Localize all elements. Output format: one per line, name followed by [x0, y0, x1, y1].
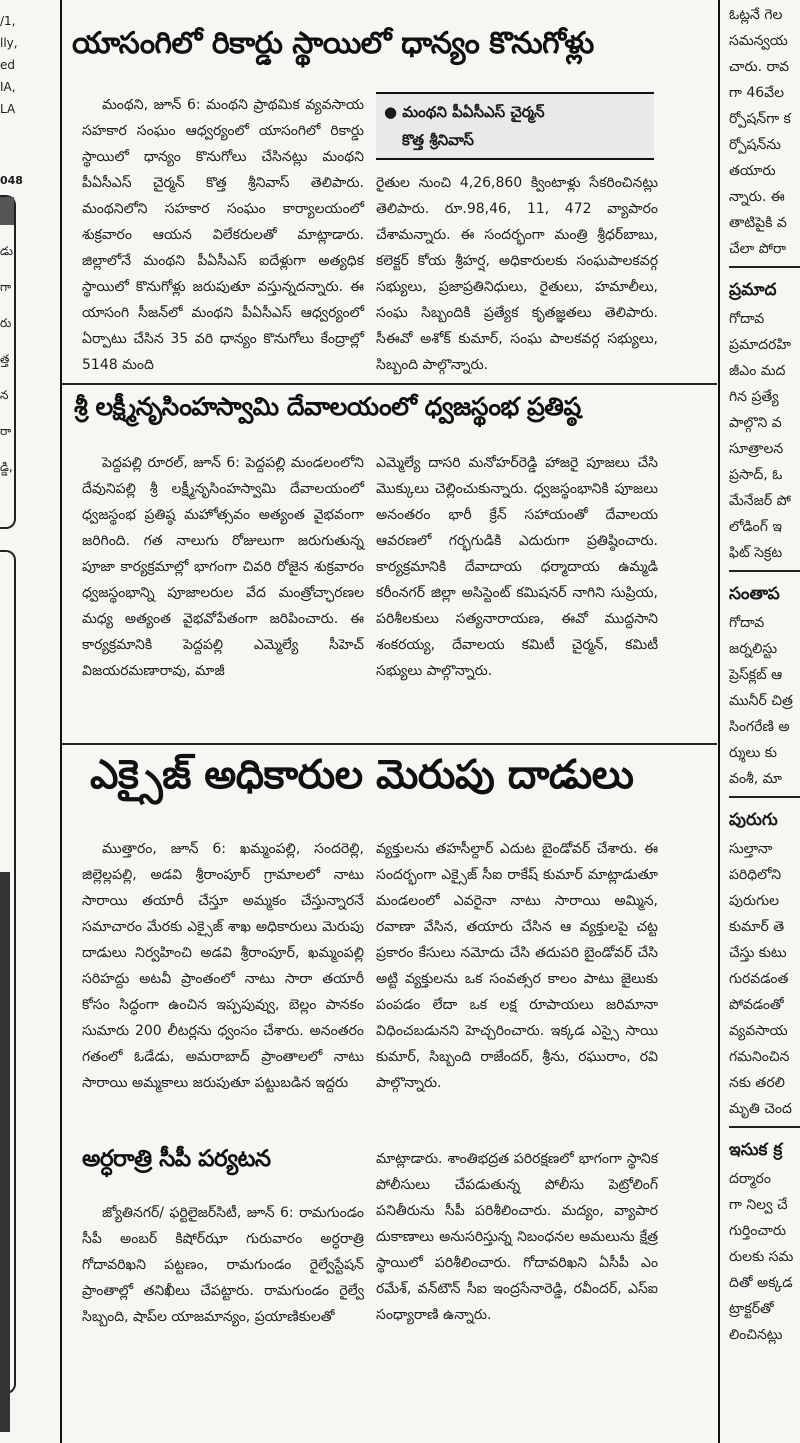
fragment: గా [0, 280, 12, 294]
right-headline-3: పురుగు [729, 810, 778, 830]
fragment: ట్రాక్టర్‌తో [729, 1301, 774, 1317]
divider-2 [62, 743, 717, 745]
caption-line-2: కొత్త శ్రీనివాస్ [402, 131, 474, 149]
article3-column-2 [376, 836, 658, 1096]
right-divider [729, 266, 800, 268]
fragment: ప్రసాద్, ఓ [729, 467, 783, 483]
fragment: తయారు [729, 163, 776, 179]
box-header-bar [0, 197, 14, 225]
fragment: చేస్తు కుటు [729, 945, 787, 961]
fragment: మునీర్ చిత్ర [729, 693, 793, 709]
fragment: నకు తరలి [729, 1075, 785, 1091]
right-headline-2: సంతాప [729, 584, 780, 604]
article3-body-2: వ్యక్తులను తహసీల్దార్ ఎదుట బైండోవర్ చేశారు. ఈ సందర్భంగా ఎక్సైజ్ సీఐ రాకేష్ కుమార్ మాట్లాడుతూ మండలంలో ఎవరైనా నాటు సారాయి అమ్మిన, రవాణా వేసిన, తయారు చేసిన ఆ వ్యక్తులపై చట్ట ప్రకారం కేసులు నమోదు చేసి తదుపరి బైండోవర్ చేసి అట్టి వ్యక్తులను ఒక సంవత్సర కాలం పాటు జైలుకు పంపడం లేదా ఒక లక్ష రూపాయలు జరిమానా విధించబడునని హెచ్చరించారు. ఇక్కడ ఎస్సై సాయి కుమార్, సిబ్బంది రాజేందర్, శ్రీను, రఘురాం, రవి పాల్గొన్నారు. [376, 841, 658, 1091]
fragment: పరిధిలోని [729, 867, 782, 883]
left-adjacent-column [0, 0, 23, 1443]
fragment: ర్పోషన్‌ను [729, 137, 781, 153]
article2-body-2: ఎమ్మెల్యే దాసరి మనోహర్‌రెడ్డి హాజరై పూజలు చేసి మొక్కులు చెల్లించుకున్నారు. ధ్వజస్థంభానికి పూజలు అనంతరం భారీ క్రేన్ సహాయంతో దేవాలయ ఆవరణలో గర్భగుడికి ఎదురుగా ప్రతిష్ఠించారు. కార్యక్రమానికి దేవాదాయ ధర్మాదాయ ఉమ్మడి కరీంనగర్ జిల్లా అసిస్టెంట్ కమిషనర్ నాగిని సుప్రియ, పరిశీలకులు సత్యనారాయణ, ఈవో ముద్దసాని శంకరయ్య, దేవాలయ కమిటీ చైర్మన్, కమిటీ సభ్యులు పాల్గొన్నారు. [376, 455, 658, 679]
fragment: పురుగుల [729, 893, 780, 909]
fragment: గోదావ [729, 615, 765, 631]
article2-headline: శ్రీ లక్ష్మీనృసింహస్వామి దేవాలయంలో ధ్వజస్థంభ ప్రతిష్ఠ [74, 392, 581, 421]
fragment: తాటిపైకి వ [729, 215, 787, 231]
fragment: సూత్రాలన [729, 441, 784, 457]
advert-dark-block [0, 872, 10, 1432]
fragment: జర్నలిస్టు [729, 641, 778, 657]
article1-column-1 [82, 92, 364, 378]
fragment: ప్రెస్‌క్లబ్ ఆ [729, 667, 783, 683]
fragment: రా [0, 424, 12, 438]
article2-body-1: పెద్దపల్లి రూరల్, జూన్ 6: పెద్దపల్లి మండలంలోని దేవునిపల్లి శ్రీ లక్ష్మీనృసింహస్వామి దేవాలయంలో ధ్వజస్థంభ ప్రతిష్ఠ మహోత్సవం అత్యంత వైభవంగా జరిగింది. గత నాలుగు రోజులుగా జరుగుతున్న పూజా కార్యక్రమాల్లో భాగంగా చివరి రోజైన శుక్రవారం ధ్వజస్థంభాన్ని పూజాలరుల వేద మంత్రోచ్ఛారణల మధ్య అత్యంత వైభవోపేతంగా జరిపించారు. ఈ కార్యక్రమానికి పెద్దపల్లి ఎమ్మెల్యే సీహెచ్ విజయరమణారావు, మాజీ [82, 455, 364, 679]
right-divider [729, 796, 800, 798]
fragment: గా నిల్వ చే [729, 1197, 788, 1213]
fragment: గమనించిన [729, 1049, 790, 1065]
fragment: పాల్గొని వ [729, 415, 782, 431]
fragment: చారు. రావ [729, 59, 790, 75]
fragment: LA [0, 102, 16, 116]
article2-column-1 [82, 450, 364, 684]
article3-column-1 [82, 836, 364, 1096]
left-advert-box [0, 550, 16, 1394]
fragment: లోడింగ్ ఇ [729, 519, 783, 535]
article4-headline: అర్ధరాత్రి సీపీ పర్యటన [82, 1146, 271, 1172]
fragment: IA, [0, 80, 16, 94]
fragment: వ్యవసాయ [729, 1023, 788, 1039]
fragment: న [0, 388, 9, 402]
fragment: కుమార్ తె [729, 919, 785, 935]
fragment: గా 46వేల [729, 85, 785, 101]
fragment: సుల్తానా [729, 841, 773, 857]
article1-body-1: మంథని, జూన్ 6: మంథని ప్రాథమిక వ్యవసాయ సహకార సంఘం ఆధ్వర్యంలో యాసంగిలో రికార్డు స్థాయిలో ధాన్యం కొనుగోలు చేసినట్లు మంథని పీఏసీఎస్ చైర్మన్ కొత్త శ్రీనివాస్ తెలిపారు. మంథనిలోని సహకార సంఘం కార్యాలయంలో శుక్రవారం ఆయన విలేకరులతో మాట్లాడారు. జిల్లాలోనే మంథని పీఏసీఎస్ ఐదేళ్లుగా అత్యధిక స్థాయిలో కొనుగోళ్లు జరుపుతూ వస్తున్నదన్నారు. ఈ యాసంగి సీజన్‌లో మంథని పీఏసీఎస్ ఆధ్వర్యంలో ఏర్పాటు చేసిన 35 వరి ధాన్యం కొనుగోలు కేంద్రాల్లో 5148 మంది [82, 97, 364, 373]
article1-body-2: రైతుల నుంచి 4,26,860 క్వింటాళ్లు సేకరించినట్లు తెలిపారు. రూ.98,46, 11, 472 వ్యాపారం చేశామన్నారు. ఈ సందర్భంగా మంత్రి శ్రీధర్‌బాబు, కలెక్టర్ కోయ శ్రీహర్ష, అధికారులకు సంఘపాలకవర్గ సభ్యులు, ప్రజాప్రతినిధులు, రైతులు, హమాలీలు, సంఘ సిబ్బందికి ప్రత్యేక కృతజ్ఞతలు తెలిపారు. సీఈవో అశోక్ కుమార్, సంఘ పాలకవర్గ సభ్యులు, సిబ్బంది పాల్గొన్నారు. [376, 175, 658, 373]
article4-column-1 [82, 1200, 364, 1330]
left-top-fragments [0, 10, 18, 120]
fragment: సమన్వయ [729, 33, 788, 49]
fragment: ఫిట్ సెక్రట [729, 545, 783, 561]
fragment: దర్మారం [729, 1171, 771, 1187]
fragment: ప్రమాదరహి [729, 337, 791, 353]
left-boxed-item [0, 195, 16, 529]
right-headline-4: ఇసుక క్ర [729, 1140, 783, 1160]
article4-column-2 [376, 1146, 658, 1328]
fragment: గోదావ [729, 311, 765, 327]
fragment: ఓట్లనే గెల [729, 7, 783, 23]
article3-headline: ఎక్సైజ్ అధికారుల మెరుపు దాడులు [90, 752, 634, 798]
fragment: /1, [0, 14, 16, 28]
fragment: ర్శులు కు [729, 745, 777, 761]
fragment: లించినట్లు [729, 1327, 783, 1343]
article3-body-1: ముత్తారం, జూన్ 6: ఖమ్మంపల్లి, సందరెల్లి, జిల్లెల్లపల్లి, అడవి శ్రీరాంపూర్ గ్రామాలలో నాటు సారాయి తయారీ చేస్తూ అమ్మకం చేస్తున్నారనే సమాచారం మేరకు ఎక్సైజ్ శాఖ అధికారులు మెరుపు దాడులు నిర్వహించి అడవి శ్రీరాంపూర్, ఖమ్మంపల్లి సరిహద్దు అటవీ ప్రాంతంలో నాటు సారా తయారీ కోసం సిద్ధంగా ఉంచిన ఇప్పపువ్వు, బెల్లం పానకం సుమారు 200 లీటర్లను ధ్వంసం చేశారు. అనంతరం గతంలో ఓడేడు, అమరాబాద్ ప్రాంతాలలో నాటు సారాయి అమ్మకాలు జరుపుతూ పట్టుబడిన ఇద్దరు [82, 841, 364, 1091]
column-divider-left [60, 0, 62, 1443]
fragment: మేనేజర్ పో [729, 493, 791, 509]
fragment: గురవడంత [729, 971, 789, 987]
fragment: త్త [0, 352, 10, 366]
fragment: రు [0, 316, 12, 330]
article4-body-1: జ్యోతినగర్/ ఫర్టిలైజర్‌సిటీ, జూన్ 6: రామగుండం సీపీ అంబర్ కిషోర్‌ఝా గురువారం అర్ధరాత్రి గోదావరిఖని పట్టణం, రామగుండం రైల్వేస్టేషన్ ప్రాంతాల్లో తనిఖీలు చేపట్టారు. రామగుండం రైల్వే సిబ్బంది, షాప్‌ల యాజమాన్యం, ప్రయాణికులతో [82, 1205, 364, 1325]
fragment: గుర్తించారు [729, 1223, 786, 1239]
fragment: డ్డి, [0, 460, 13, 474]
article1-photo-caption [376, 92, 654, 160]
fragment: చేలా పోరా [729, 241, 787, 257]
article2-column-2 [376, 450, 658, 684]
fragment: గిన ప్రత్యే [729, 389, 779, 405]
right-divider [729, 570, 800, 572]
fragment: పోవడంతో [729, 997, 784, 1013]
column-divider-right [718, 0, 720, 1443]
fragment: డు [0, 244, 14, 258]
fragment: రులకు సమ [729, 1249, 794, 1265]
fragment: సింగరేణి అ [729, 719, 790, 735]
right-divider [729, 1126, 800, 1128]
fragment: ర్పోషన్‌గా క [729, 111, 791, 127]
article1-headline: యాసంగిలో రికార్డు స్థాయిలో ధాన్యం కొనుగోళ్లు [72, 26, 594, 61]
divider-1 [62, 383, 717, 385]
fragment: జీఎం మద [729, 363, 786, 379]
right-adjacent-column [725, 0, 800, 1443]
article1-column-2 [376, 170, 658, 378]
fragment: మృతి చెంద [729, 1101, 792, 1117]
article4-body-2: మాట్లాడారు. శాంతిభద్రత పరిరక్షణలో భాగంగా స్థానిక పోలీసులు చేపడుతున్న పోలీసు పెట్రోలింగ్ పనితీరును సీపీ పరిశీలించారు. మద్యం, వ్యాపార దుకాణాలు అనుసరిస్తున్న నిబంధనల అమలును క్షేత్ర స్థాయిలో పరిశీలించారు. గోదావరిఖని ఏసీపీ ఎం రమేశ్, వన్‌టౌన్ సీఐ ఇంద్రసేనారెడ్డి, రవీందర్, ఎస్ఐ సంధ్యారాణి ఉన్నారు. [376, 1151, 658, 1323]
fragment: దితో అక్కడ [729, 1275, 793, 1291]
caption-line-1: ● మంథని పీఏసీఎస్ చైర్మన్ [384, 103, 545, 121]
right-headline-1: ప్రమాద [729, 280, 777, 300]
fragment: న్నారు. ఈ [729, 189, 785, 205]
page-number-fragment: 048 [0, 174, 23, 187]
fragment: వంశీ, మా [729, 771, 782, 787]
fragment: lly, [0, 36, 18, 50]
fragment: ed [0, 58, 15, 72]
